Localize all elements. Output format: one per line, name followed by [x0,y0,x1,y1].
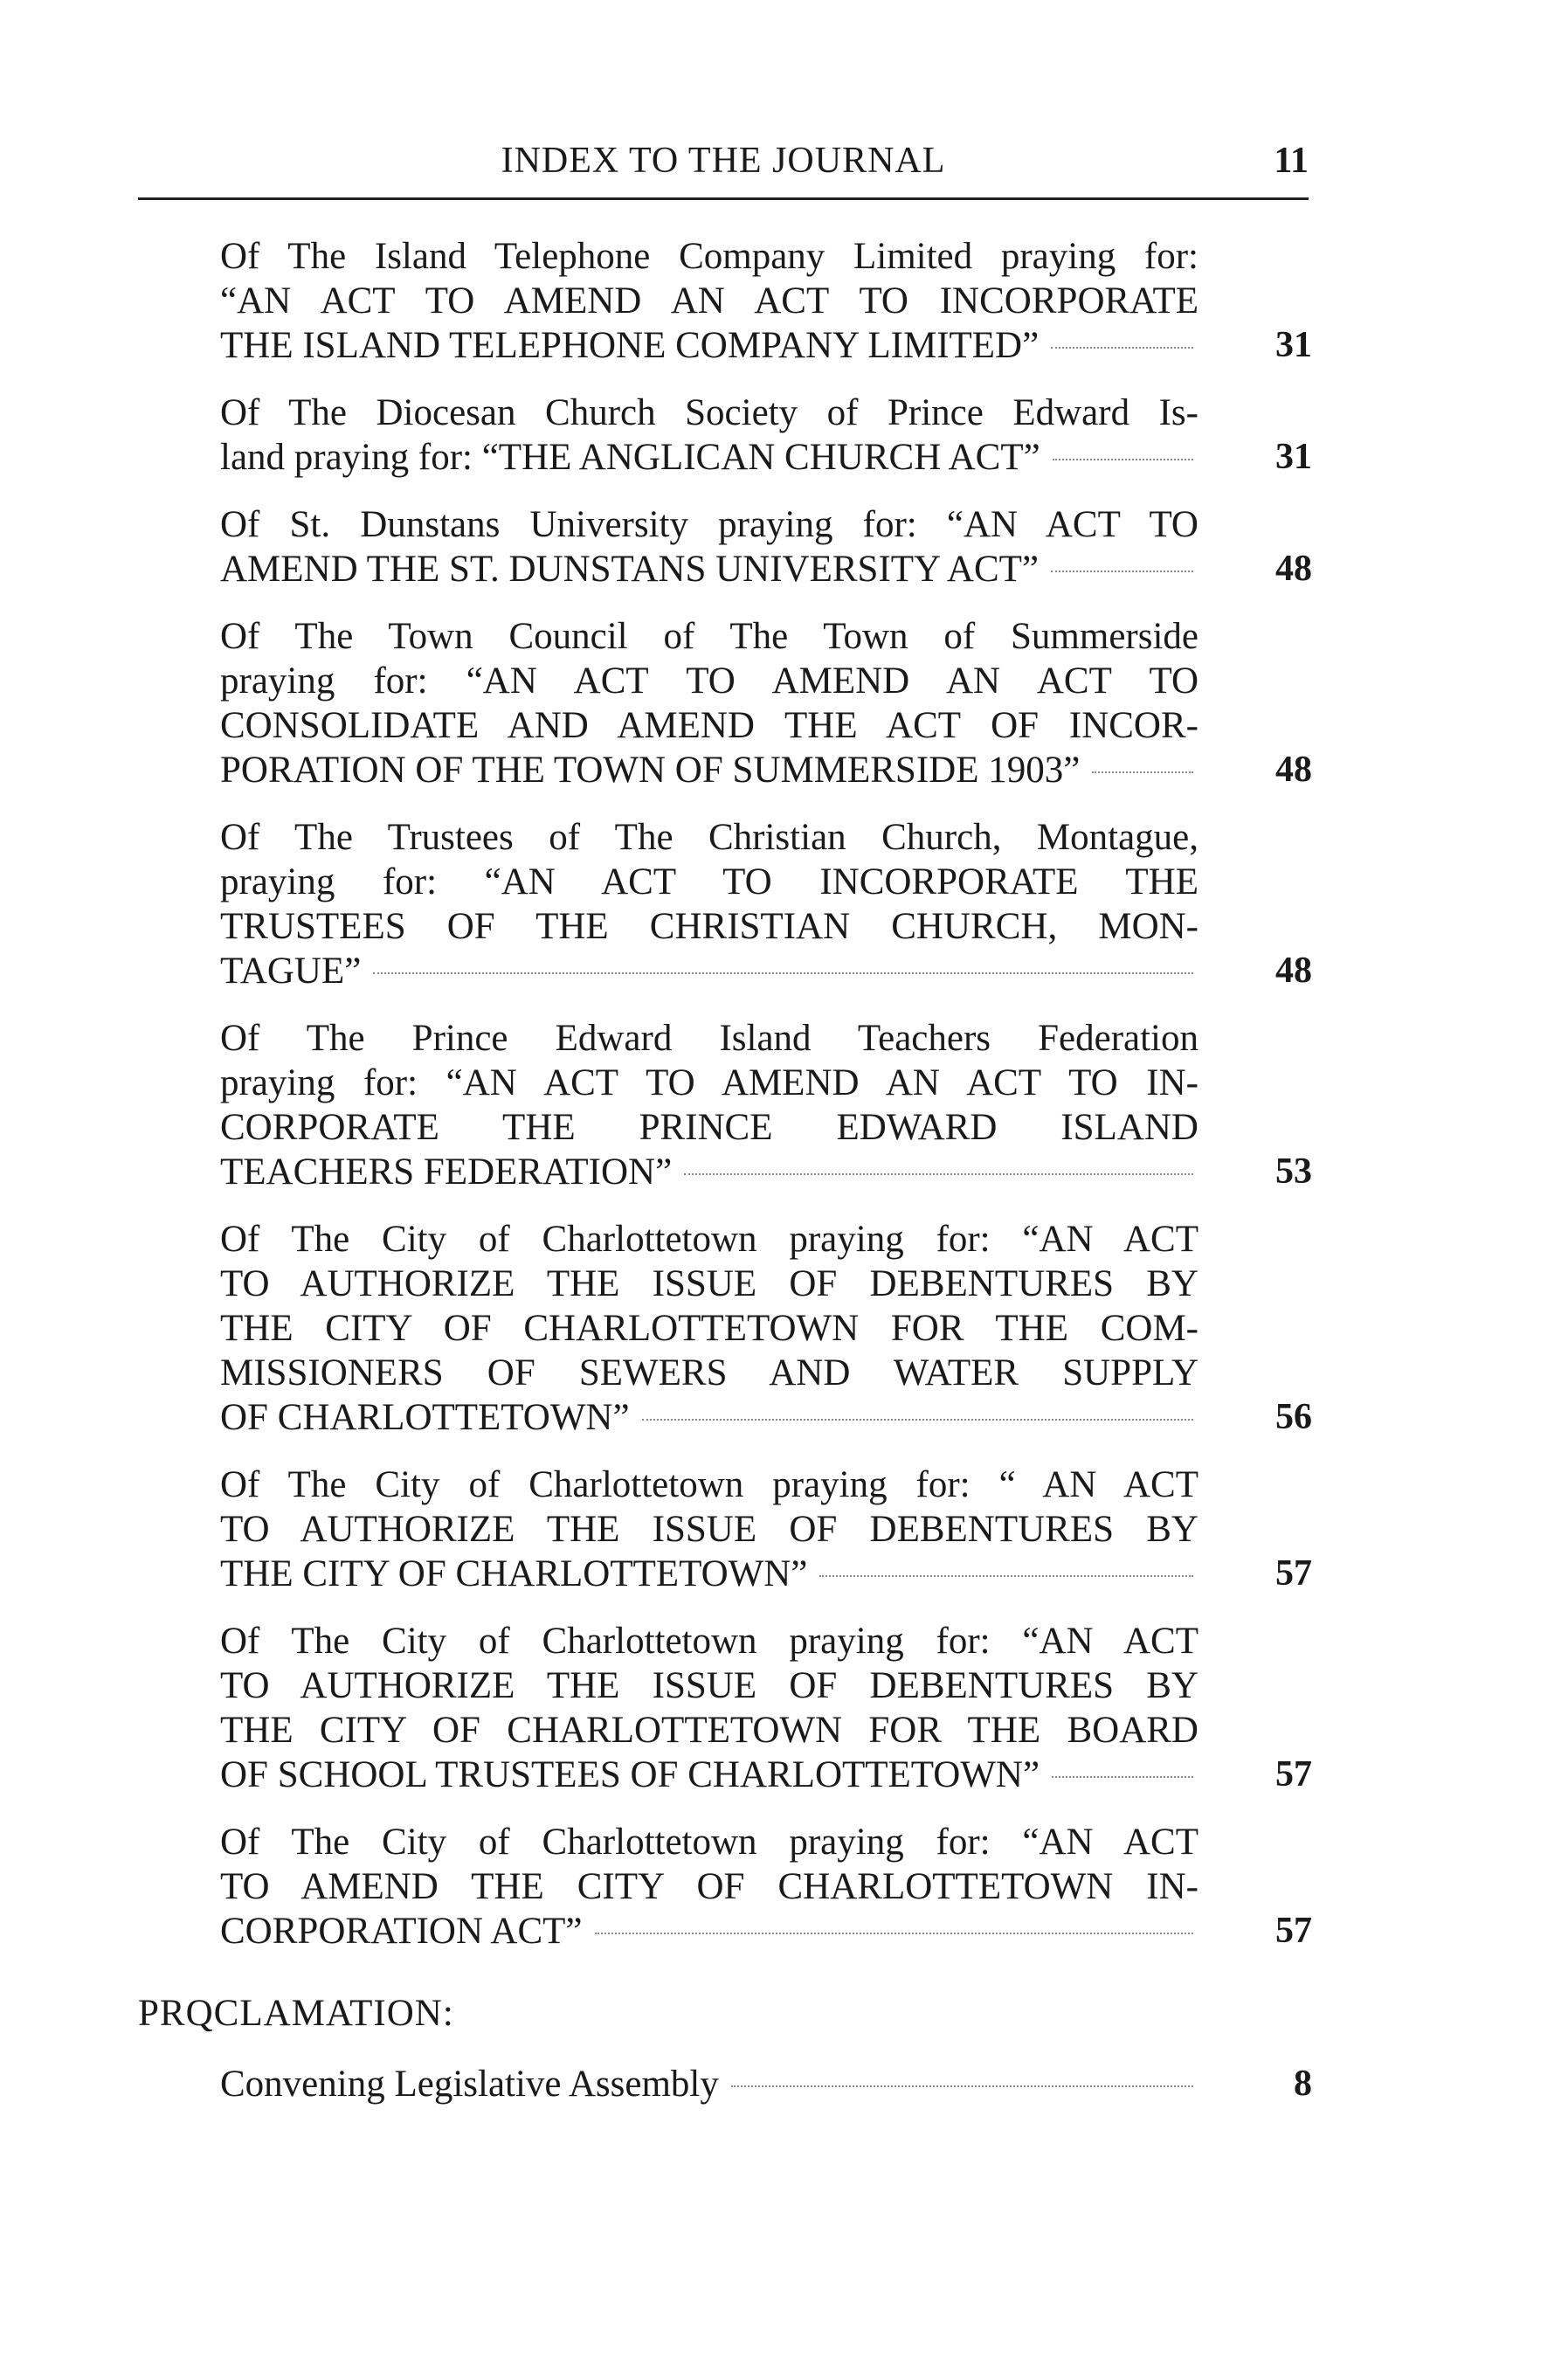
entry-line: TEACHERS FEDERATION” [220,1151,673,1193]
entry-line: Of The City of Charlottetown praying for: “ AN ACT [220,1464,1198,1505]
entry-line: Of St. Dunstans University praying for: “AN ACT TO [220,504,1198,545]
index-entry [220,1820,1312,1954]
dot-leader [1053,459,1193,460]
section-items [220,2062,1312,2129]
entry-line: Of The Town Council of The Town of Summerside [220,616,1198,657]
entry-page-number: 48 [1275,549,1312,589]
entry-page-number: 56 [1275,1397,1312,1437]
index-entries [220,234,1312,1976]
entry-page-number: 31 [1275,325,1312,365]
index-entry [220,1016,1312,1194]
dot-leader [373,972,1193,974]
entry-line: praying for: “AN ACT TO AMEND AN ACT TO [220,660,1198,702]
entry-last-line [220,435,1198,480]
entry-line: praying for: “AN ACT TO AMEND AN ACT TO IN- [220,1062,1198,1103]
dot-leader [1052,1776,1193,1778]
entry-page-number: 53 [1275,1151,1312,1192]
index-entry [220,614,1312,792]
dot-leader [1051,347,1193,349]
entry-line: CORPORATION ACT” [220,1911,583,1952]
entry-text [220,391,1198,480]
page-number: 11 [1274,141,1309,181]
header-rule [138,197,1309,200]
entry-line: TAGUE” [220,951,362,992]
entry-page-number: 57 [1275,1553,1312,1594]
entry-text [220,1463,1198,1596]
entry-line: Convening Legislative Assembly [220,2064,719,2105]
dot-leader [1051,571,1193,572]
entry-page-number: 8 [1294,2064,1312,2104]
entry-line: TRUSTEES OF THE CHRISTIAN CHURCH, MON- [220,906,1198,947]
entry-line: THE CITY OF CHARLOTTETOWN FOR THE COM- [220,1308,1198,1349]
entry-line: TO AMEND THE CITY OF CHARLOTTETOWN IN- [220,1866,1198,1907]
index-entry [220,1217,1312,1440]
entry-line: THE ISLAND TELEPHONE COMPANY LIMITED” [220,325,1040,366]
entry-line: TO AUTHORIZE THE ISSUE OF DEBENTURES BY [220,1509,1198,1550]
entry-last-line [220,323,1198,368]
entry-text [220,1619,1198,1797]
entry-line: CONSOLIDATE AND AMEND THE ACT OF INCOR- [220,705,1198,746]
entry-line: Of The Prince Edward Island Teachers Federation [220,1018,1198,1059]
entry-text [220,1016,1198,1194]
entry-line: PORATION OF THE TOWN OF SUMMERSIDE 1903” [220,750,1081,791]
index-entry [220,2062,1312,2106]
entry-line: TO AUTHORIZE THE ISSUE OF DEBENTURES BY [220,1665,1198,1706]
dot-leader [684,1173,1193,1175]
index-entry [220,391,1312,480]
index-entry [220,815,1312,993]
entry-line: OF CHARLOTTETOWN” [220,1397,630,1438]
entry-line: Of The Trustees of The Christian Church, Montague, [220,817,1198,858]
entry-last-line [220,1395,1198,1440]
entry-text [220,614,1198,792]
entry-text [220,1217,1198,1440]
entry-line: Of The Diocesan Church Society of Prince Edward Is- [220,392,1198,433]
dot-leader [731,2085,1193,2087]
entry-line: praying for: “AN ACT TO INCORPORATE THE [220,861,1198,902]
entry-line: THE CITY OF CHARLOTTETOWN” [220,1553,808,1594]
entry-last-line [220,949,1198,993]
dot-leader [595,1933,1193,1934]
entry-line: CORPORATE THE PRINCE EDWARD ISLAND [220,1107,1198,1148]
entry-page-number: 57 [1275,1754,1312,1794]
entry-line: “AN ACT TO AMEND AN ACT TO INCORPORATE [220,280,1198,322]
entry-line: THE CITY OF CHARLOTTETOWN FOR THE BOARD [220,1710,1198,1751]
entry-text [220,1820,1198,1954]
entry-page-number: 31 [1275,437,1312,477]
entry-line: land praying for: “THE ANGLICAN CHURCH ACT” [220,437,1040,478]
entry-text [220,502,1198,591]
entry-text [220,234,1198,368]
entry-text [220,2062,1198,2106]
index-entry [220,234,1312,368]
entry-line: TO AUTHORIZE THE ISSUE OF DEBENTURES BY [220,1263,1198,1304]
entry-line: Of The City of Charlottetown praying for: “AN ACT [220,1219,1198,1260]
entry-line: Of The City of Charlottetown praying for: “AN ACT [220,1822,1198,1863]
index-entry [220,1463,1312,1596]
entry-line: Of The Island Telephone Company Limited praying for: [220,236,1198,277]
entry-last-line [220,1753,1198,1797]
entry-line: MISSIONERS OF SEWERS AND WATER SUPPLY [220,1352,1198,1393]
index-entry [220,1619,1312,1797]
page-title: INDEX TO THE JOURNAL [501,141,946,181]
entry-line: Of The City of Charlottetown praying for: “AN ACT [220,1621,1198,1662]
entry-page-number: 48 [1275,750,1312,790]
section-heading: PRQCLAMATION: [138,1993,454,2034]
entry-page-number: 57 [1275,1911,1312,1951]
entry-last-line [220,1150,1198,1194]
entry-last-line [220,748,1198,792]
running-header [138,140,1309,192]
dot-leader [1092,771,1193,773]
index-entry [220,502,1312,591]
entry-last-line [220,1552,1198,1596]
entry-last-line [220,547,1198,591]
entry-text [220,815,1198,993]
entry-line: OF SCHOOL TRUSTEES OF CHARLOTTETOWN” [220,1754,1040,1795]
entry-last-line [220,2062,1198,2106]
dot-leader [642,1419,1193,1421]
dot-leader [819,1575,1193,1577]
entry-page-number: 48 [1275,951,1312,991]
entry-last-line [220,1909,1198,1954]
entry-line: AMEND THE ST. DUNSTANS UNIVERSITY ACT” [220,549,1039,590]
